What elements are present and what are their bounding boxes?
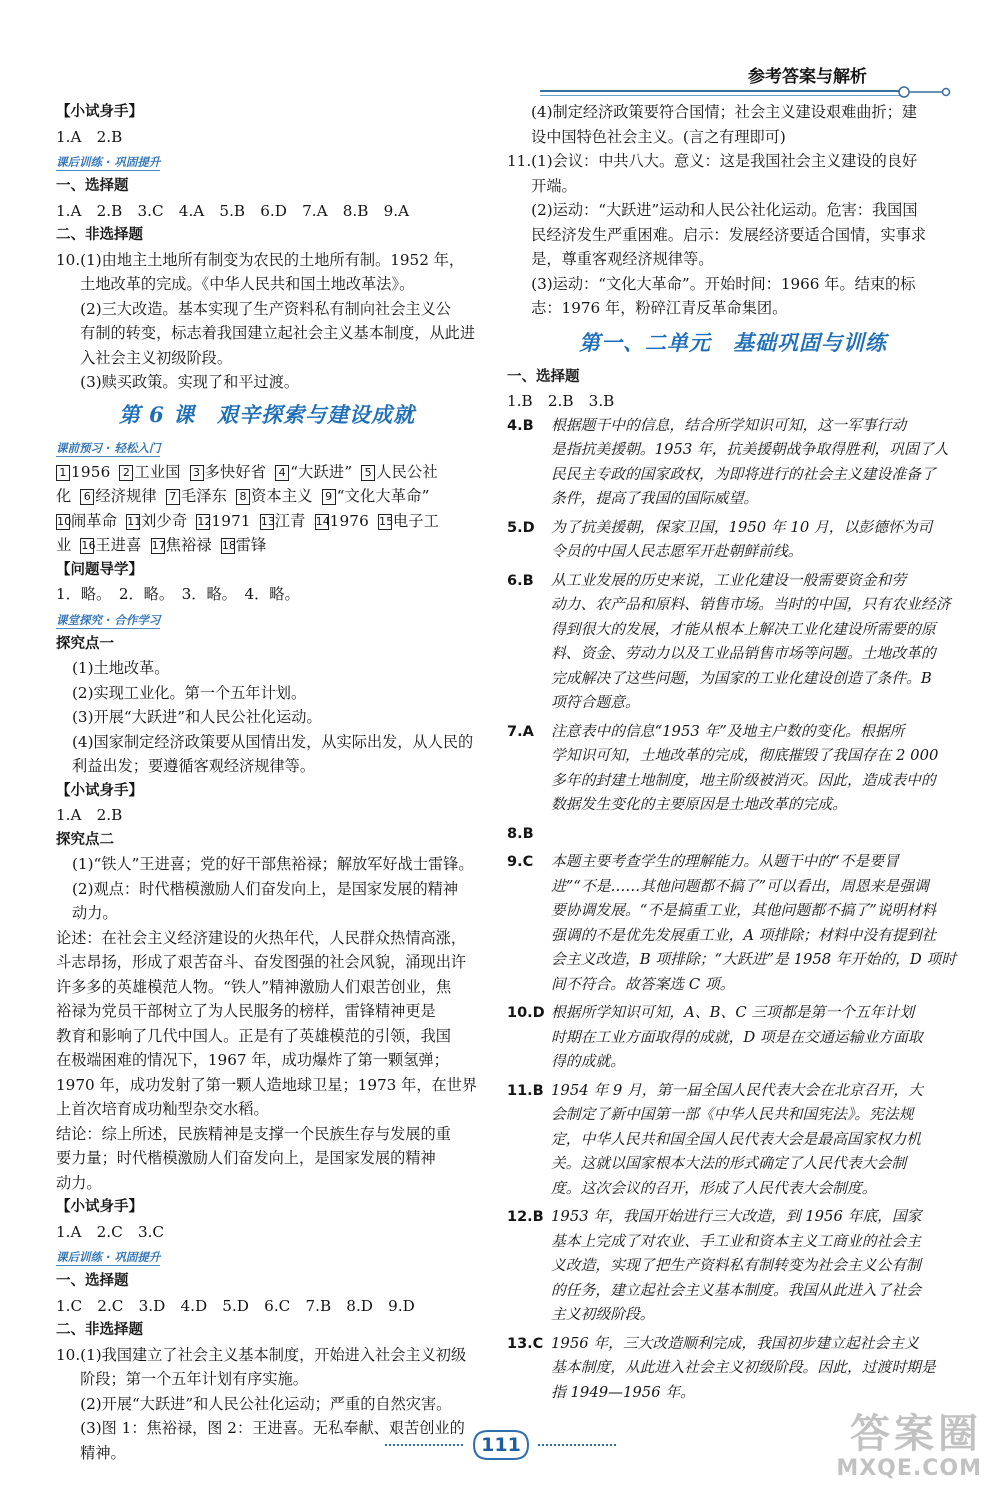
watermark-line1: 答案圈 [850,1411,982,1457]
fill-answer: 江青 [274,511,306,530]
fill-row [56,484,478,509]
number-box: 2 [119,465,133,481]
answer-text-line: (3)图 1：焦裕禄，图 2：王进喜。无私奉献、艰苦创业的精神。 [80,1419,465,1462]
answer-text-line: 有制的转变，标志着我国建立起社会主义基本制度，从此进 [80,324,476,342]
explanation-line: 数据发生变化的主要原因是土地改革的完成。 [551,796,847,813]
answer-text-line: 土地改革的完成。《中华人民共和国土地改革法》。 [80,275,415,293]
number-box: 18 [221,539,237,552]
answer-text-line: (3)赎买政策。实现了和平过渡。 [80,373,300,391]
answer-text-line: (1)由地主土地所有制变为农民的土地所有制。1952 年， [80,250,465,269]
number-box: 10 [57,514,72,528]
answer-line: 1.A 2.B [56,127,123,146]
question-answer-key: 11.B [507,1082,544,1099]
answer-text-line: (2)开展“大跃进”和人民公社化运动；严重的自然灾害。 [80,1394,452,1413]
fill-in-answers [56,460,478,558]
fill-answer: “大跃进” [290,462,353,481]
explanation-item [507,1001,959,1075]
question-answer-key: 7.A [507,723,534,740]
explanation-line: 基本制度，从此进入社会主义初级阶段。因此，过渡时期是 [551,1359,936,1376]
header-rule-thin [540,95,900,96]
question-number: 10. [56,1345,81,1364]
header-ornament-icon [896,84,956,100]
number-box: 4 [275,465,289,481]
fill-answer: 多快好省 [204,462,267,481]
answer-text-line: 在极端困难的情况下，1967 年，成功爆炸了第一颗氢弹； [56,1051,449,1069]
explanation-body [551,569,959,716]
explore-body [56,852,478,926]
answer-text-line: (2)三大改造。基本实现了生产资料私有制向社会主义公 [80,299,451,318]
answer-text-line: (1)土地改革。 [72,659,170,677]
section-heading: 二、非选择题 [56,227,143,243]
explanation-line: 基本上完成了对农业、手工业和资本主义工商业的社会主 [551,1232,921,1250]
answer-text-line: 动力。 [56,1173,102,1192]
number-box: 11 [127,514,142,528]
explanation-line: 进”“不是……其他问题都不搞了”可以看出，周恩来是强调 [551,877,929,895]
explanation-line: 令员的中国人民志愿军开赴朝鲜前线。 [551,543,803,560]
fill-answer: “文化大革命” [336,487,430,505]
explanation-line: 完成解决了这些问题，为国家的工业化建设创造了条件。B [551,669,932,687]
fill-answer: 人民公社 [376,462,438,481]
subsection-banner: 课后训练 · 巩固提升 [56,155,161,169]
fill-answer: 1971 [211,511,251,530]
answer-text-line: 1970 年，成功发射了第一颗人造地球卫星；1973 年，在世界 [56,1075,478,1094]
explanation-line: 1956 年，三大改造顺利完成，我国初步建立起社会主义 [551,1334,919,1352]
section-label: 【问题导学】 [56,561,143,578]
footer-dots-left [385,1444,463,1448]
explanation-item [507,822,959,847]
explanation-line: 得的成就。 [551,1053,625,1070]
section-heading: 一、选择题 [56,1273,129,1289]
answer-text-line: (3)运动：“文化大革命”。开始时间：1966 年。结束的标 [531,274,916,293]
explanation-line: 会主义改造，B 项排除；“大跃进”是 1958 年开始的，D 项时 [551,951,957,968]
explanation-item [507,1332,959,1406]
question-11 [507,149,959,321]
fill-answer: 电子工 [393,511,440,530]
number-box: 16 [81,539,96,552]
continued-answer [507,100,959,149]
answer-text-line: 利益出发；要遵循客观经济规律等。 [72,757,315,775]
explanation-line: 从工业发展的历史来说，工业化建设一般需要资金和劳 [551,571,907,589]
footer-dots-right [538,1444,616,1448]
section-heading: 二、非选择题 [56,1322,143,1338]
explanation-line: 定，中华人民共和国全国人民代表大会是最高国家权力机 [551,1130,921,1148]
answer-text-line: 民经济发生严重困难。启示：发展经济要适合国情，实事求 [531,225,927,244]
answer-text-line: (1)我国建立了社会主义基本制度，开始进入社会主义初级 [80,1345,467,1364]
answer-text-line: (2)观点：时代楷模激励人们奋发向上，是国家发展的精神 [72,879,459,898]
answer-line: 1.A 2.B [56,806,123,824]
explanation-item [507,720,959,818]
number-box: 8 [236,489,250,505]
number-box: 6 [80,489,94,505]
number-box: 14 [315,514,330,528]
answer-text-line: 裕禄为党员干部树立了为人民服务的榜样，雷锋精神更是 [56,1002,436,1020]
question-answer-key: 5.D [507,519,535,536]
answer-text-line: (4)国家制定经济政策要从国情出发，从实际出发，从人民的 [72,732,474,751]
watermark [836,1412,982,1481]
number-box: 5 [361,465,375,481]
explanation-line: 民民主专政的国家政权，为即将进行的社会主义建设准备了 [551,465,936,483]
argument-paragraph [56,926,478,1196]
number-box: 3 [190,465,204,481]
explanation-line: 的任务，建立起社会主义基本制度。我国从此进入了社会 [551,1281,921,1299]
number-box: 7 [166,489,180,505]
answer-text-line: 动力。 [72,904,118,922]
answer-text-line: 志：1976 年，粉碎江青反革命集团。 [531,299,788,317]
fill-answer: 闹革命 [71,511,118,530]
explanation-line: 项符合题意。 [551,694,640,711]
fill-answer: 雷锋 [235,536,267,554]
explanation-body [551,1205,959,1328]
explanation-body [551,414,959,512]
explanation-body [551,822,959,847]
lesson-title: 第 6 课 艰辛探索与建设成就 [118,401,416,427]
unit-title: 第一、二单元 基础巩固与训练 [579,329,887,355]
explore-heading: 探究点一 [56,635,114,652]
question-answer-key: 9.C [507,854,534,870]
right-column [507,100,959,1409]
explanation-line: 要协调发展。“不是搞重工业，其他问题都不搞了”说明材料 [551,902,937,919]
question-body [80,248,478,395]
answer-text-line: (4)制定经济政策要符合国情；社会主义建设艰难曲折；建 [531,103,918,121]
explanation-line: 多年的封建土地制度，地主阶级被消灭。因此，造成表中的 [551,771,936,789]
answer-text-line: 结论：综上所述，民族精神是支撑一个民族生存与发展的重 [56,1124,451,1143]
explanation-line: 指 1949—1956 年。 [551,1383,695,1401]
subsection-banner: 课堂探究 · 合作学习 [56,612,161,627]
fill-answer: 毛泽东 [180,487,228,505]
explanation-line: 注意表中的信息“1953 年”及地主户数的变化。根据所 [551,722,905,740]
section-heading: 一、选择题 [507,368,580,385]
fill-answer: 1976 [329,511,370,530]
explanation-line: 学知识可知，土地改革的完成，彻底摧毁了我国存在 2 000 [551,747,939,764]
explanation-line: 本题主要考查学生的理解能力。从题干中的“不是要冒 [551,853,899,870]
answer-text-line: 是，尊重客观经济规律等。 [531,250,714,268]
answer-text-line: (1)“铁人”王进喜；党的好干部焦裕禄；解放军好战士雷锋。 [72,855,474,873]
explanation-line: 强调的不是优先发展重工业，A 项排除；材料中没有提到社 [551,926,937,944]
explanation-item [507,414,959,512]
explanation-item [507,516,959,565]
explanation-line: 得到很大的发展，才能从根本上解决工业化建设所需要的原 [551,620,936,638]
answer-text-line: (2)实现工业化。第一个五年计划。 [72,683,307,702]
question-body [531,149,959,321]
explanation-item [507,1205,959,1328]
explanation-line: 根据所学知识可知，A、B、C 三项都是第一个五年计划 [551,1004,915,1021]
number-box: 17 [151,539,166,552]
section-label: 【小试身手】 [56,1199,143,1215]
explanation-line: 是指抗美援朝。1953 年，抗美援朝战争取得胜利，巩固了人 [551,441,949,458]
answer-text-line: 斗志昂扬，形成了艰苦奋斗、奋发图强的社会风貌，涌现出许 [56,953,467,971]
question-answer-key: 4.B [507,417,534,434]
section-label: 【小试身手】 [56,782,143,799]
question-answer-key: 13.C [507,1335,544,1352]
answer-text-line: (3)开展“大跃进”和人民公社化运动。 [72,708,322,726]
explore-heading: 探究点二 [56,831,114,848]
answer-line: 1．略。 2．略。 3．略。 4．略。 [56,585,300,603]
header-rule [540,90,900,92]
answer-line: 1.A 2.C 3.C [56,1222,165,1241]
section-heading: 一、选择题 [56,178,129,194]
question-10 [56,248,478,395]
explanation-body [551,1001,959,1075]
explanation-line: 间不符合。故答案选 C 项。 [551,975,735,993]
question-number: 11. [507,152,532,170]
explanation-line: 1954 年 9 月，第一届全国人民代表大会在北京召开，大 [551,1081,923,1099]
fill-answer: 资本主义 [251,487,313,505]
fill-answer: 化 [56,487,72,505]
section-label: 【小试身手】 [56,104,143,120]
fill-row [56,533,478,558]
explanation-line: 义改造，实现了把生产资料私有制转变为社会主义公有制 [551,1257,921,1274]
number-box: 12 [197,514,212,528]
number-box: 13 [260,514,276,528]
explanation-body [551,720,959,818]
number-box: 9 [322,489,336,505]
question-answer-key: 12.B [507,1209,544,1225]
answer-text-line: 上首次培育成功籼型杂交水稻。 [56,1100,269,1118]
header-title: 参考答案与解析 [748,67,867,87]
answer-text-line: 阶段；第一个五年计划有序实施。 [80,1370,308,1388]
fill-answer: 业 [56,536,72,554]
explanation-line: 时期在工业方面取得的成就，D 项是在交通运输业方面取 [551,1028,923,1046]
number-box: 1 [56,465,70,481]
explanation-item [507,850,959,997]
explanation-line: 度。这次会议的召开，形成了人民代表大会制度。 [551,1179,877,1197]
fill-row [56,460,478,485]
fill-answer: 经济规律 [95,487,157,505]
answer-text-line: 许多多的英雄模范人物。“铁人”精神激励人们艰苦创业，焦 [56,977,452,996]
fill-answer: 王进喜 [95,536,142,554]
number-box: 15 [379,514,394,528]
answer-line: 1.C 2.C 3.D 4.D 5.D 6.C 7.B 8.D 9.D [56,1296,415,1315]
fill-answer: 工业国 [134,462,181,481]
watermark-line2: MXQE.COM [836,1456,982,1481]
explanation-body [551,516,959,565]
explanation-line: 为了抗美援朝，保家卫国，1950 年 10 月，以彭德怀为司 [551,518,933,536]
fill-answer: 焦裕禄 [165,536,212,554]
subsection-banner: 课前预习 · 轻松入门 [56,440,161,455]
explanation-line: 主义初级阶段。 [551,1306,655,1323]
answer-text-line: 设中国特色社会主义。(言之有理即可) [531,127,786,146]
fill-answer: 刘少奇 [141,511,188,530]
answer-line: 1.A 2.B 3.C 4.A 5.B 6.D 7.A 8.B 9.A [56,201,410,220]
question-answer-key: 10.D [507,1005,545,1021]
answer-text-line: 开端。 [531,176,577,195]
explanation-item [507,569,959,716]
explanation-body [551,1332,959,1406]
explanation-item [507,1079,959,1202]
answer-text-line: (1)会议：中共八大。意义：这是我国社会主义建设的良好 [531,152,918,170]
question-answer-key: 6.B [507,572,534,589]
answer-text-line: (2)运动：“大跃进”运动和人民公社化运动。危害：我国国 [531,201,918,219]
explanation-line: 条件，提高了我国的国际威望。 [551,490,759,507]
explanation-body [551,1079,959,1202]
explanation-line: 动力、农产品和原料、销售市场。当时的中国，只有农业经济 [551,596,951,613]
subsection-banner: 课后训练 · 巩固提升 [56,1250,161,1264]
page-number [468,1428,534,1462]
explanation-body [551,850,959,997]
explanation-line: 会制定了新中国第一部《中华人民共和国宪法》。宪法规 [551,1106,914,1123]
explanation-line: 1953 年，我国开始进行三大改造，到 1956 年底，国家 [551,1208,922,1225]
fill-answer: 1956 [71,462,111,481]
page-number-text: 111 [481,1434,521,1456]
answer-line: 1.B 2.B 3.B [507,392,615,410]
explore-body [56,656,478,779]
explanation-line: 关。这就以国家根本大法的形式确定了人民代表大会制 [551,1155,907,1172]
answer-text-line: 要力量；时代楷模激励人们奋发向上，是国家发展的精神 [56,1149,436,1167]
explanation-line: 根据题干中的信息，结合所学知识可知，这一军事行动 [551,416,907,434]
explanation-line: 料、资金、劳动力以及工业品销售市场等问题。土地改革的 [551,645,936,662]
answer-text-line: 入社会主义初级阶段。 [80,348,233,367]
answer-text-line: 教育和影响了几代中国人。正是有了英雄模范的引领，我国 [56,1026,451,1045]
left-column [56,100,478,1465]
question-answer-key: 8.B [507,825,534,842]
answer-text-line: 论述：在社会主义经济建设的火热年代，人民群众热情高涨， [56,928,467,947]
explanation-list [507,414,959,1406]
fill-row [56,509,478,534]
question-number: 10. [56,250,81,269]
